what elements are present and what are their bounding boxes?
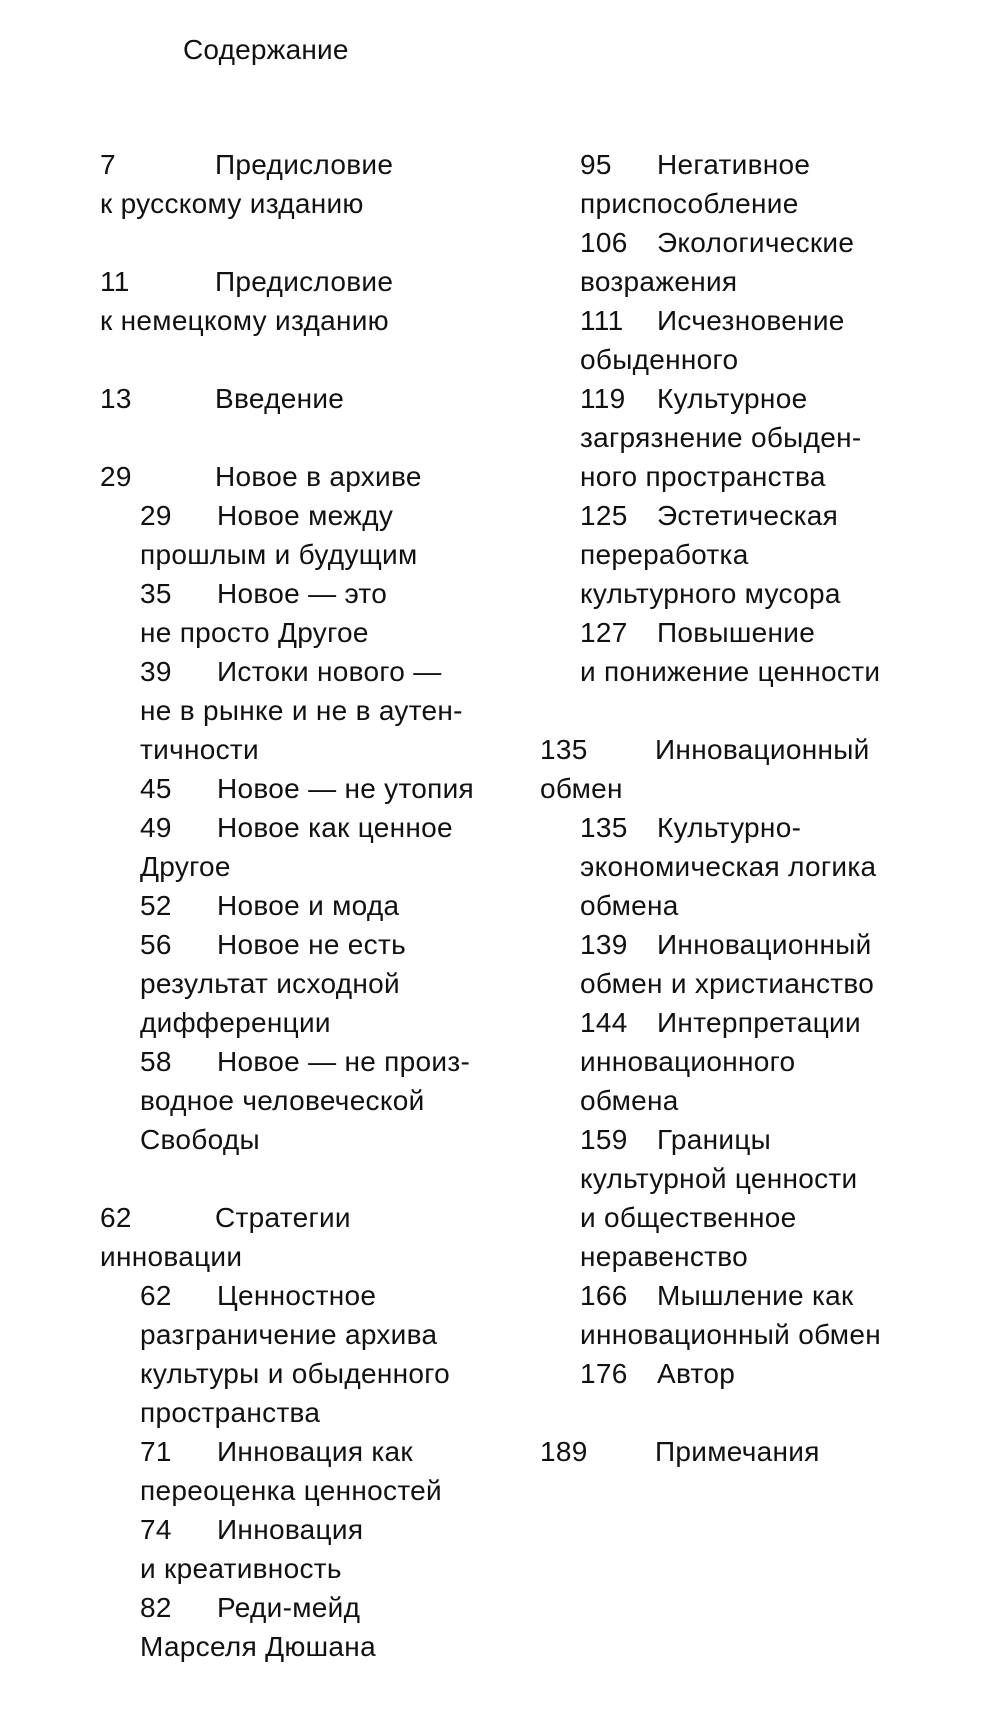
toc-subsection-entry [140,1276,520,1432]
entry-title-continued: обмена [580,1085,679,1116]
toc-entry-line [580,574,960,613]
entry-title: Истоки нового — [217,656,442,687]
entry-title: Ценностное [217,1280,377,1311]
entry-title-continued: обмен и христианство [580,968,875,999]
toc-entry-line [580,1237,960,1276]
entry-title-continued: экономическая логика [580,851,877,882]
toc-entry-line [580,184,960,223]
page-number: 159 [580,1124,628,1155]
toc-subsection-entry [580,379,960,496]
toc-entry-line [580,613,960,652]
entry-title: Мышление как [657,1280,854,1311]
entry-title: Новое — не произ- [217,1046,471,1077]
toc-subsection-entry [580,925,960,1003]
entry-title-continued: инновационного [580,1046,796,1077]
page-number: 127 [580,617,628,648]
page-number: 74 [140,1514,172,1545]
page-number: 95 [580,149,612,180]
toc-section-entry [100,145,520,223]
toc-entry-line [580,145,960,184]
toc-entry-line [540,730,960,769]
entry-title-continued: обыденного [580,344,739,375]
entry-title-continued: переоценка ценностей [140,1475,442,1506]
page-number: 35 [140,578,172,609]
toc-entry-line [100,301,520,340]
page-number: 39 [140,656,172,687]
entry-title: Стратегии [215,1202,351,1233]
page-number: 13 [100,383,132,414]
toc-entry-line [580,535,960,574]
toc-entry-line [140,1627,520,1666]
toc-entry-line [140,613,520,652]
entry-title-continued: дифференции [140,1007,331,1038]
toc-subsection-entry [140,1510,520,1588]
toc-entry-line [580,262,960,301]
entry-title-continued: приспособление [580,188,799,219]
toc-entry-line [140,1471,520,1510]
toc-entry-line [580,1042,960,1081]
entry-title: Новое — это [217,578,388,609]
toc-right-column [540,145,960,1471]
page-number: 29 [140,500,172,531]
toc-entry-line [580,964,960,1003]
page-number: 139 [580,929,628,960]
toc-subsection-entry [580,808,960,925]
entry-title-continued: к русскому изданию [100,188,364,219]
entry-title-continued: обмен [540,773,623,804]
toc-subsection-entry [580,1003,960,1120]
entry-title: Новое в архиве [215,461,422,492]
toc-entry-line [100,1237,520,1276]
entry-title: Новое между [217,500,394,531]
entry-title-continued: разграничение архива [140,1319,438,1350]
entry-title: Повышение [657,617,816,648]
toc-entry-line [140,1120,520,1159]
page-number: 45 [140,773,172,804]
toc-section-entry [100,379,520,418]
entry-title-continued: культуры и обыденного [140,1358,451,1389]
entry-title-continued: к немецкому изданию [100,305,389,336]
toc-entry-line [140,1510,520,1549]
entry-title: Исчезновение [657,305,845,336]
toc-section-entry [540,1432,960,1471]
toc-entry-line [140,1354,520,1393]
toc-subsection-entry [140,1588,520,1666]
toc-entry-line [140,1042,520,1081]
page-number: 71 [140,1436,172,1467]
toc-entry-line [540,1432,960,1471]
page-number: 135 [580,812,628,843]
toc-subsection-entry [140,808,520,886]
toc-subsection-entry [140,925,520,1042]
toc-entry-line [580,925,960,964]
entry-title: Новое как ценное [217,812,453,843]
toc-entry-line [100,1198,520,1237]
toc-section-entry [100,1198,520,1276]
entry-title-continued: возражения [580,266,738,297]
toc-subsection-entry [140,652,520,769]
page-number: 166 [580,1280,628,1311]
entry-title: Культурно- [657,812,802,843]
toc-subsection-entry [140,1042,520,1159]
toc-entry-line [140,535,520,574]
toc-entry-line [140,574,520,613]
toc-entry-line [140,1432,520,1471]
page-number: 119 [580,383,626,414]
toc-entry-line [140,886,520,925]
entry-title-continued: обмена [580,890,679,921]
entry-title: Новое — не утопия [217,773,475,804]
entry-title-continued: результат исходной [140,968,400,999]
entry-title: Новое и мода [217,890,400,921]
toc-entry-line [140,730,520,769]
toc-entry-line [100,379,520,418]
toc-entry-line [140,1588,520,1627]
toc-entry-line [140,652,520,691]
toc-entry-line [140,1315,520,1354]
toc-entry-line [580,1198,960,1237]
page-number: 82 [140,1592,172,1623]
entry-title: Негативное [657,149,811,180]
toc-entry-line [140,1549,520,1588]
entry-title: Инновационный [657,929,872,960]
toc-entry-line [580,496,960,535]
entry-title: Экологические [657,227,855,258]
entry-title-continued: и понижение ценности [580,656,881,687]
toc-entry-line [140,496,520,535]
toc-entry-line [580,457,960,496]
toc-entry-line [580,808,960,847]
toc-entry-line [140,1081,520,1120]
toc-subsection-entry [580,301,960,379]
toc-subsection-entry [140,886,520,925]
toc-entry-line [140,691,520,730]
page-number: 144 [580,1007,628,1038]
section-spacer [540,1393,960,1432]
entry-title-continued: тичности [140,734,259,765]
entry-title: Предисловие [215,266,394,297]
toc-subsection-entry [580,496,960,613]
page-number: 176 [580,1358,628,1389]
toc-entry-line [140,847,520,886]
toc-subsection-entry [580,1120,960,1276]
toc-subsection-entry [580,1354,960,1393]
toc-subsection-entry [140,496,520,574]
toc-entry-line [580,1159,960,1198]
entry-title: Эстетическая [657,500,839,531]
toc-subsection-entry [140,1432,520,1510]
entry-title-continued: культурного мусора [580,578,841,609]
section-spacer [100,223,520,262]
entry-title-continued: Другое [140,851,231,882]
page-number: 58 [140,1046,172,1077]
entry-title: Культурное [657,383,808,414]
toc-entry-line [580,1315,960,1354]
page-title: Содержание [183,34,349,65]
toc-entry-line [580,1354,960,1393]
page-number: 62 [140,1280,172,1311]
entry-title-continued: водное человеческой [140,1085,425,1116]
toc-entry-line [100,457,520,496]
entry-title: Границы [657,1124,772,1155]
entry-title: Инновационный [655,734,870,765]
entry-title: Новое не есть [217,929,406,960]
page-number: 52 [140,890,172,921]
entry-title-continued: и общественное [580,1202,797,1233]
entry-title-continued: культурной ценности [580,1163,858,1194]
toc-entry-line [580,1120,960,1159]
toc-entry-line [580,886,960,925]
section-spacer [100,340,520,379]
entry-title-continued: прошлым и будущим [140,539,418,570]
toc-entry-line [580,1276,960,1315]
toc-entry-line [140,964,520,1003]
section-spacer [100,1159,520,1198]
toc-entry-line [140,1393,520,1432]
entry-title-continued: и креативность [140,1553,342,1584]
entry-title-continued: Марселя Дюшана [140,1631,376,1662]
page-number: 62 [100,1202,132,1233]
toc-entry-line [580,301,960,340]
toc-section-entry [100,457,520,496]
entry-title: Предисловие [215,149,394,180]
entry-title-continued: пространства [140,1397,321,1428]
toc-left-column [100,145,520,1666]
toc-entry-line [580,340,960,379]
page-number: 49 [140,812,172,843]
entry-title-continued: ного пространства [580,461,826,492]
toc-entry-line [100,184,520,223]
entry-title: Инновация как [217,1436,413,1467]
toc-entry-line [140,1003,520,1042]
toc-entry-line [580,379,960,418]
entry-title: Инновация [217,1514,364,1545]
entry-title: Введение [215,383,345,414]
toc-entry-line [140,925,520,964]
page-number: 11 [100,266,130,297]
toc-subsection-entry [580,613,960,691]
toc-entry-line [580,847,960,886]
toc-subsection-entry [580,223,960,301]
toc-entry-line [140,769,520,808]
entry-title: Автор [657,1358,736,1389]
toc-entry-line [580,418,960,457]
toc-section-entry [540,730,960,808]
entry-title-continued: не в рынке и не в аутен- [140,695,463,726]
toc-subsection-entry [140,769,520,808]
toc-entry-line [540,769,960,808]
toc-entry-line [140,1276,520,1315]
toc-entry-line [580,223,960,262]
entry-title: Примечания [655,1436,820,1467]
page-number: 189 [540,1436,588,1467]
entry-title-continued: инновации [100,1241,243,1272]
entry-title: Реди-мейд [217,1592,361,1623]
toc-entry-line [580,1003,960,1042]
toc-entry-line [100,262,520,301]
toc-subsection-entry [140,574,520,652]
entry-title-continued: переработка [580,539,749,570]
entry-title-continued: инновационный обмен [580,1319,881,1350]
entry-title-continued: неравенство [580,1241,749,1272]
section-spacer [540,691,960,730]
toc-entry-line [580,1081,960,1120]
entry-title-continued: загрязнение обыден- [580,422,862,453]
toc-entry-line [100,145,520,184]
entry-title-continued: Свободы [140,1124,260,1155]
page-number: 106 [580,227,628,258]
toc-subsection-entry [580,145,960,223]
toc-section-entry [100,262,520,340]
toc-entry-line [140,808,520,847]
entry-title-continued: не просто Другое [140,617,369,648]
page-number: 56 [140,929,172,960]
page-number: 125 [580,500,628,531]
page-number: 135 [540,734,588,765]
toc-subsection-entry [580,1276,960,1354]
section-spacer [100,418,520,457]
page-number: 111 [580,305,624,336]
page-number: 7 [100,149,116,180]
entry-title: Интерпретации [657,1007,861,1038]
toc-entry-line [580,652,960,691]
page-number: 29 [100,461,132,492]
